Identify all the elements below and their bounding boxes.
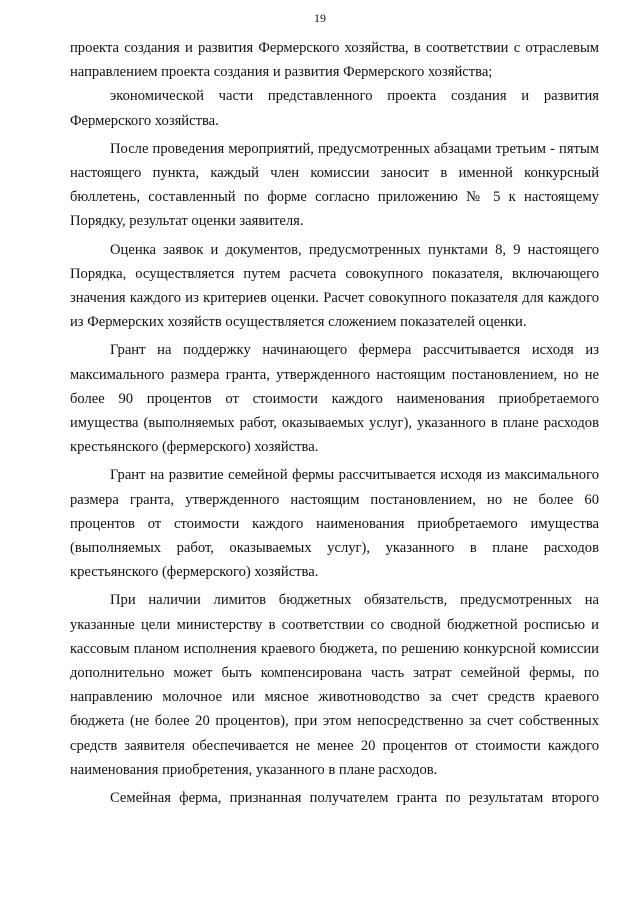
paragraph-continuation: проекта создания и развития Фермерского хозяйства, в соответствии с отраслевым направлением проекта создания и развития Фермерского хозяйства;	[70, 40, 599, 81]
paragraph-economic-part: экономической части представленного проекта создания и развития Фермерского хозяйства.	[70, 88, 599, 129]
paragraph-evaluation: Оценка заявок и документов, предусмотренных пунктами 8, 9 настоящего Порядка, осуществляется путем расчета совокупного показателя, включающего значения каждого из критериев оценки. Расчет совокупного показателя для каждого из Фермерских хозяйств осуществляется сложением показателей оценки.	[70, 241, 599, 331]
paragraph-grant-beginning-farmer: Грант на поддержку начинающего фермера рассчитывается исходя из максимального размера гранта, утвержденного настоящим постановлением, но не более 90 процентов от стоимости каждого наименования приобретаемого имущества (выполняемых работ, оказываемых услуг), указанного в плане расходов крестьянского (фермерского) хозяйства.	[70, 342, 599, 456]
paragraph-family-farm-recipient: Семейная ферма, признанная получателем гранта по результатам второго	[110, 790, 599, 807]
document-body	[70, 36, 599, 810]
paragraph-commission-ballot: После проведения мероприятий, предусмотренных абзацами третьим - пятым настоящего пункта, каждый член комиссии заносит в именной конкурсный бюллетень, составленный по форме согласно приложению № 5 к настоящему Порядку, результат оценки заявителя.	[70, 140, 599, 230]
page-number: 19	[314, 11, 326, 25]
paragraph-grant-family-farm: Грант на развитие семейной фермы рассчитывается исходя из максимального размера гранта, утвержденного настоящим постановлением, но не более 60 процентов от стоимости каждого наименования приобретаемого имущества (выполняемых работ, оказываемых услуг), указанного в плане расходов крестьянского (фермерского) хозяйства.	[70, 467, 599, 581]
paragraph-budget-limits: При наличии лимитов бюджетных обязательств, предусмотренных на указанные цели министерству в соответствии со сводной бюджетной росписью и кассовым планом исполнения краевого бюджета, по решению конкурсной комиссии дополнительно может быть компенсирована часть затрат семейной фермы, по направлению молочное или мясное животноводство за счет средств краевого бюджета (не более 20 процентов), при этом непосредственно за счет собственных средств заявителя обеспечивается не менее 20 процентов от стоимости каждого наименования приобретения, указанного в плане расходов.	[70, 592, 599, 778]
